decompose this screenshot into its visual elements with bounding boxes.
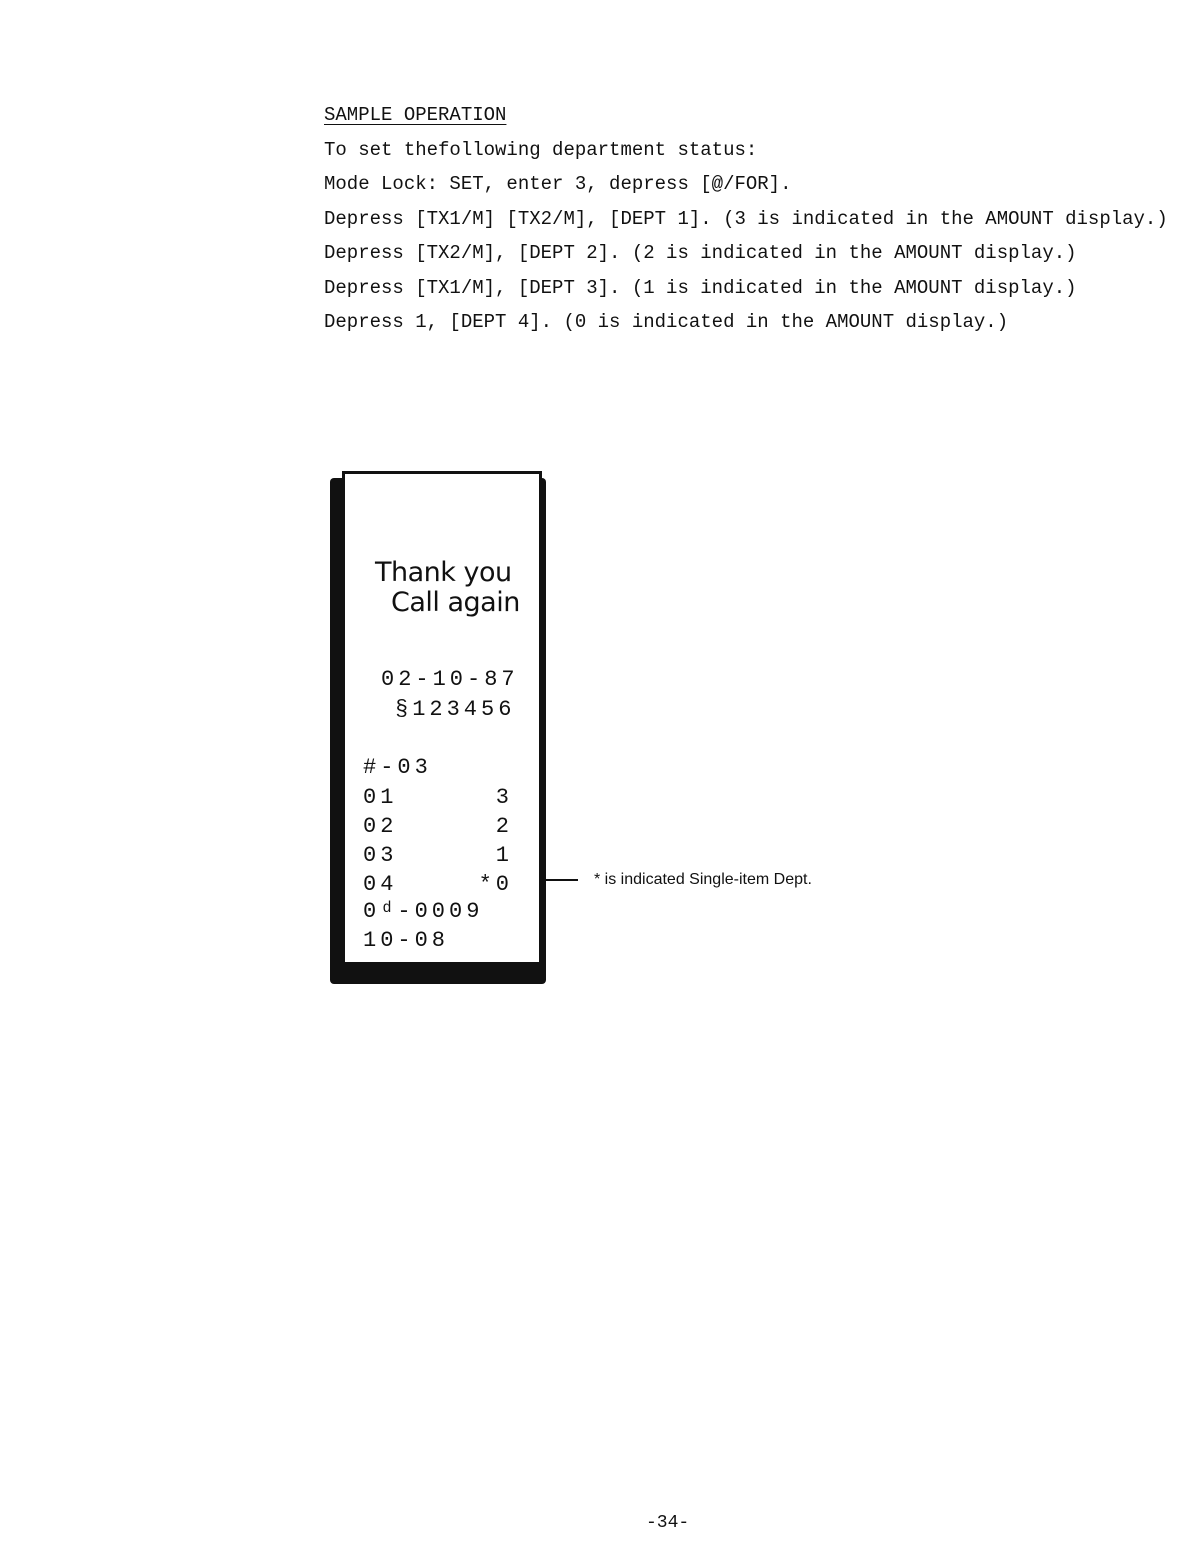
receipt-header: #-03 (363, 755, 432, 780)
section-heading: SAMPLE OPERATION (324, 104, 507, 126)
receipt-value: 1 (495, 843, 513, 868)
receipt-message-line2: Call again (391, 587, 520, 618)
receipt-dept: 04 (363, 872, 398, 897)
annotation-pointer-line (546, 879, 578, 881)
receipt-row (363, 843, 513, 869)
receipt-register-number: §123456 (395, 697, 516, 722)
instruction-line-1: To set thefollowing department status: (324, 138, 758, 161)
instruction-line-4: Depress [TX2/M], [DEPT 2]. (2 is indicated in the AMOUNT display.) (324, 242, 1077, 264)
receipt-consecutive-number: 0ᵈ-0009 (363, 899, 484, 924)
receipt-message-line1: Thank you (375, 557, 512, 588)
receipt-value: 2 (495, 814, 513, 839)
instruction-line-3: Depress [TX1/M] [TX2/M], [DEPT 1]. (3 is indicated in the AMOUNT display.) (324, 207, 1168, 230)
receipt-row (363, 814, 513, 840)
receipt-time: 10-08 (363, 928, 450, 953)
annotation-note: * is indicated Single-item Dept. (594, 871, 812, 888)
instruction-line-2: Mode Lock: SET, enter 3, depress [@/FOR]. (324, 173, 792, 195)
instruction-line-5: Depress [TX1/M], [DEPT 3]. (1 is indicated in the AMOUNT display.) (324, 276, 1077, 299)
receipt-message (375, 558, 520, 618)
receipt-illustration (342, 471, 542, 965)
receipt-dept: 02 (363, 814, 398, 839)
receipt-value: *0 (478, 872, 513, 897)
receipt-value: 3 (495, 785, 513, 810)
instruction-line-6: Depress 1, [DEPT 4]. (0 is indicated in the AMOUNT display.) (324, 311, 1009, 333)
receipt-dept: 01 (363, 785, 398, 810)
receipt-date: 02-10-87 (381, 667, 519, 692)
receipt-dept: 03 (363, 843, 398, 868)
page-number: -34- (646, 1513, 690, 1533)
instructions-block (324, 98, 1194, 340)
receipt-row (363, 785, 513, 811)
receipt-row (363, 872, 513, 898)
